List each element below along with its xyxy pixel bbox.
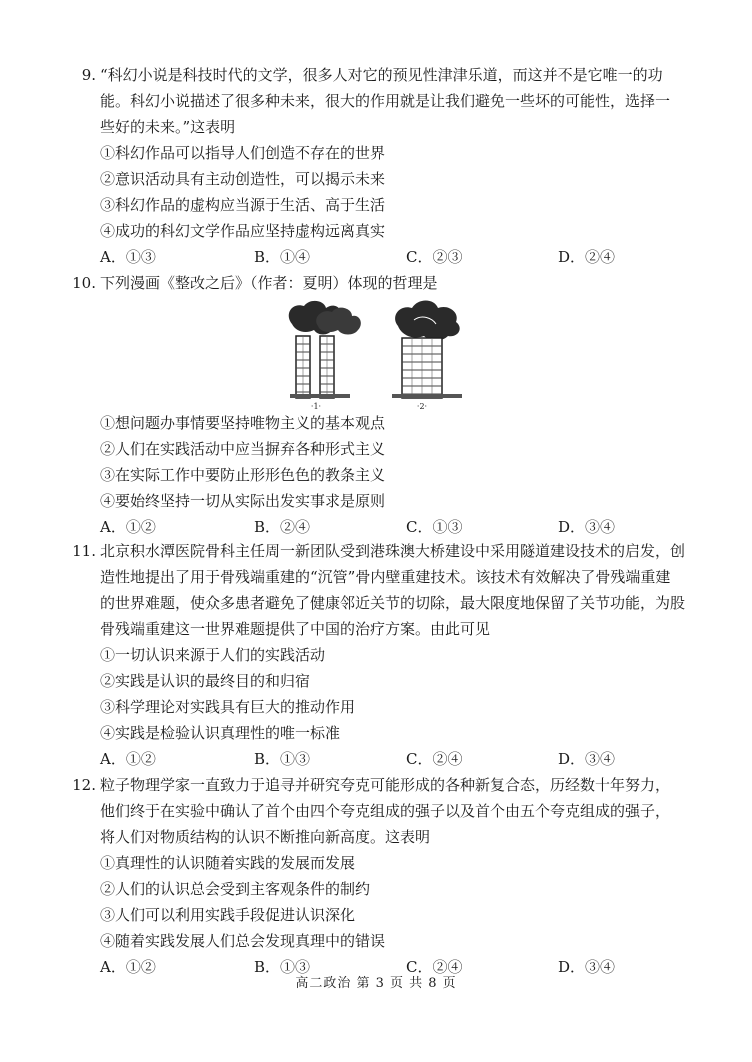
choice-d: D．②④	[558, 248, 616, 266]
option-item: ①想问题办事情要坚持唯物主义的基本观点	[100, 414, 386, 432]
choice-b: B．②④	[254, 518, 311, 536]
option-item: ①科幻作品可以指导人们创造不存在的世界	[100, 144, 386, 162]
question-number: 11.	[72, 542, 96, 560]
option-item: ②人们的认识总会受到主客观条件的制约	[100, 880, 371, 898]
question-stem-line: 能。科幻小说描述了很多种未来，很大的作用就是让我们避免一些坏的可能性，选择一	[100, 92, 671, 110]
choice-c: C．②③	[406, 248, 463, 266]
choice-a: A．①②	[100, 518, 156, 536]
question-10	[62, 270, 682, 296]
option-item: ②实践是认识的最终目的和归宿	[100, 672, 311, 690]
choice-a: A．①②	[100, 750, 156, 768]
answer-choices	[62, 746, 682, 772]
comic-label-2: ·2·	[416, 402, 428, 410]
choice-a: A．①③	[100, 248, 156, 266]
question-stem-line: 将人们对物质结构的认识不断推向新高度。这表明	[100, 828, 431, 846]
choice-b: B．①④	[254, 248, 311, 266]
question-stem-line: 下列漫画《整改之后》（作者：夏明）体现的哲理是	[100, 274, 438, 292]
question-number: 12.	[72, 776, 96, 794]
option-item: ①真理性的认识随着实践的发展而发展	[100, 854, 356, 872]
question-9	[62, 62, 682, 270]
option-item: ③科幻作品的虚构应当源于生活、高于生活	[100, 196, 386, 214]
choice-b: B．①③	[254, 958, 311, 976]
choice-b: B．①③	[254, 750, 311, 768]
page-footer: 高二政治 第 3 页 共 8 页	[295, 976, 457, 991]
comic-label-1: ·1·	[310, 402, 322, 410]
choice-a: A．①②	[100, 958, 156, 976]
question-stem-line: 些好的未来。”这表明	[100, 118, 236, 136]
choice-d: D．③④	[558, 958, 616, 976]
question-stem-line: “科幻小说是科技时代的文学，很多人对它的预见性津津乐道，而这并不是它唯一的功	[100, 66, 663, 84]
question-11	[62, 538, 686, 772]
question-stem-line: 北京积水潭医院骨科主任周一新团队受到港珠澳大桥建设中采用隧道建设技术的启发，创	[100, 542, 686, 560]
question-stem-line: 他们终于在实验中确认了首个由四个夸克组成的强子以及首个由五个夸克组成的强子，	[100, 802, 671, 820]
question-12	[62, 772, 682, 980]
option-item: ③科学理论对实践具有巨大的推动作用	[100, 698, 356, 716]
question-stem-line: 粒子物理学家一直致力于追寻并研究夸克可能形成的各种新复合态，历经数十年努力，	[100, 776, 671, 794]
option-item: ④随着实践发展人们总会发现真理中的错误	[100, 932, 386, 950]
comic-panel-2	[392, 301, 462, 399]
question-stem-line: 的世界难题，使众多患者避免了健康邻近关节的切除，最大限度地保留了关节功能，为股	[100, 594, 686, 612]
option-item: ④实践是检验认识真理性的唯一标准	[100, 724, 341, 742]
choice-d: D．③④	[558, 750, 616, 768]
choice-d: D．③④	[558, 518, 616, 536]
question-stem-line: 造性地提出了用于骨残端重建的“沉管”骨内壁重建技术。该技术有效解决了骨残端重建	[100, 568, 671, 586]
option-item: ①一切认识来源于人们的实践活动	[100, 646, 326, 664]
option-item: ③在实际工作中要防止形形色色的教条主义	[100, 466, 386, 484]
answer-choices	[62, 244, 682, 270]
answer-choices	[62, 514, 682, 540]
choice-c: C．①③	[406, 518, 463, 536]
option-item: ③人们可以利用实践手段促进认识深化	[100, 906, 356, 924]
option-item: ②意识活动具有主动创造性，可以揭示未来	[100, 170, 386, 188]
question-number: 10.	[72, 274, 96, 292]
question-stem-line: 骨残端重建这一世界难题提供了中国的治疗方案。由此可见	[100, 620, 491, 638]
choice-c: C．②④	[406, 750, 463, 768]
choice-c: C．②④	[406, 958, 463, 976]
option-item: ④要始终坚持一切从实际出发实事求是原则	[100, 492, 386, 510]
option-item: ②人们在实践活动中应当摒弃各种形式主义	[100, 440, 386, 458]
question-number: 9.	[81, 66, 96, 84]
option-item: ④成功的科幻文学作品应坚持虚构远离真实	[100, 222, 386, 240]
question-10-options	[62, 410, 682, 540]
comic-panel-1	[289, 301, 361, 398]
comic-illustration	[282, 296, 472, 410]
